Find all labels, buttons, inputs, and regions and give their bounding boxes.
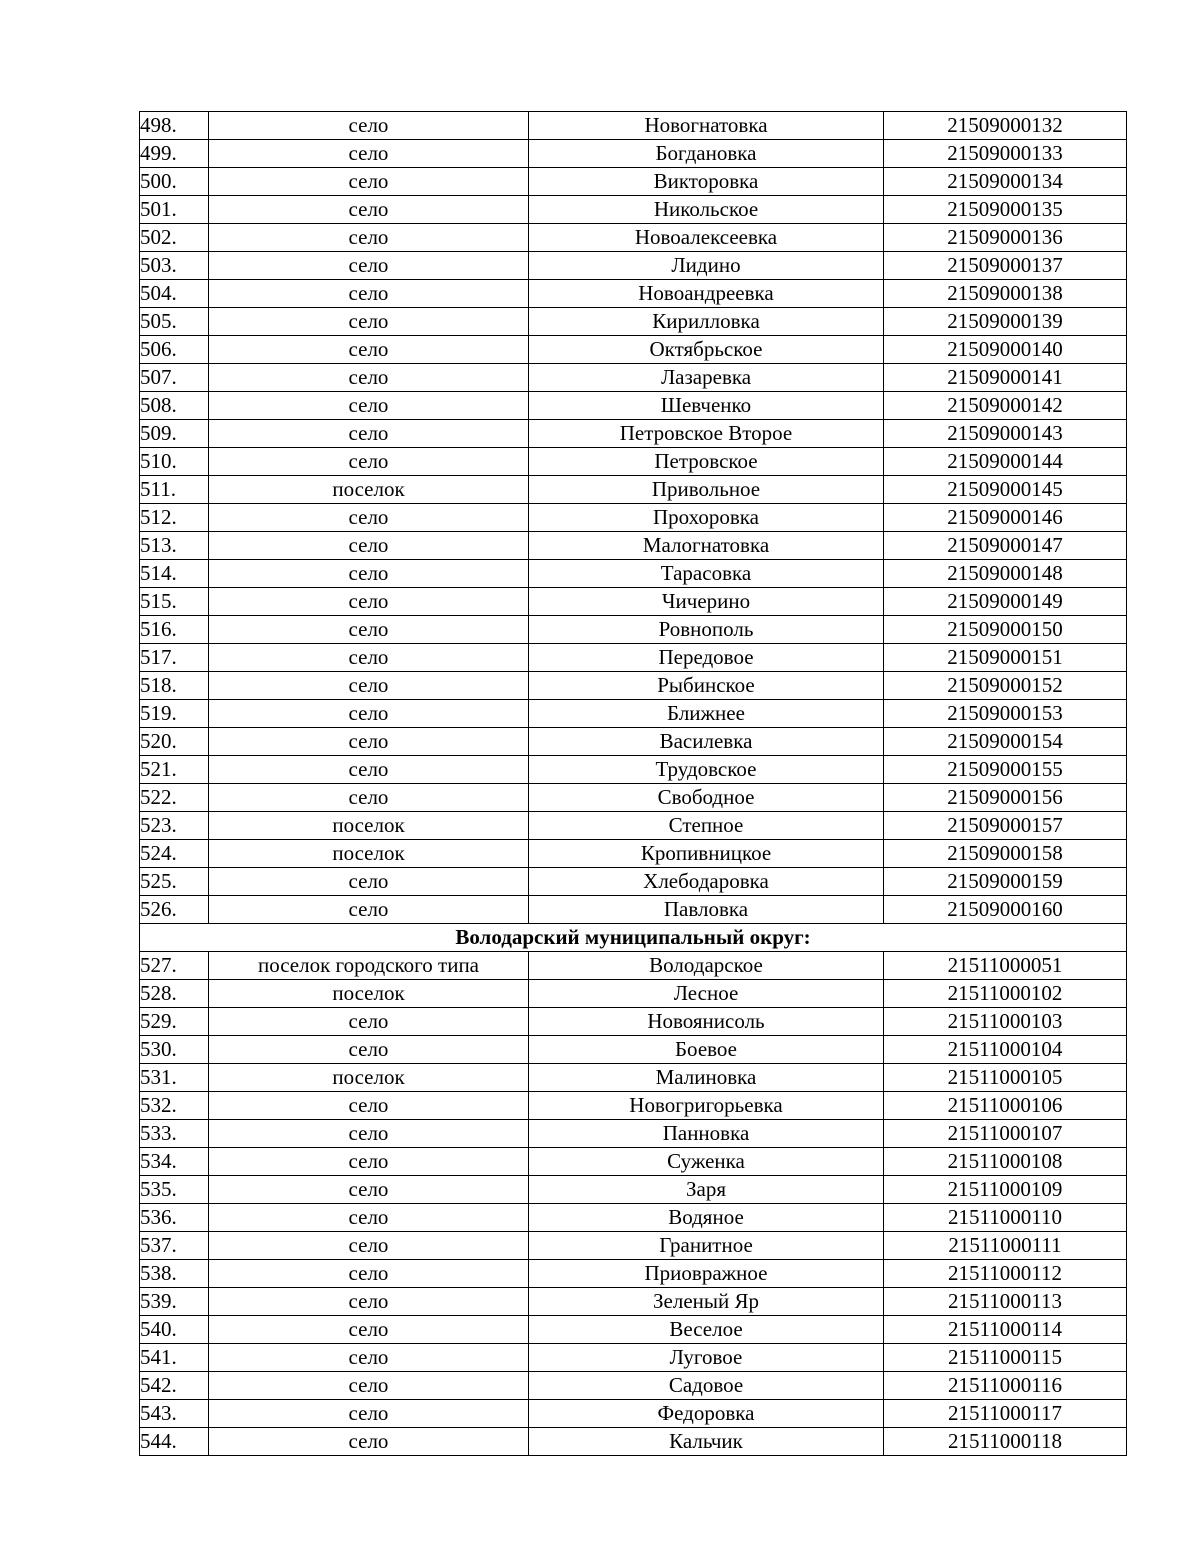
table-row [140,140,1127,168]
row-number: 517. [140,644,209,672]
settlement-type: поселок городского типа [209,952,529,980]
settlement-name: Зеленый Яр [529,1288,884,1316]
row-number: 544. [140,1428,209,1456]
settlement-type: село [209,1260,529,1288]
settlement-type: село [209,1036,529,1064]
settlement-code: 21511000111 [884,1232,1127,1260]
settlement-name: Водяное [529,1204,884,1232]
settlement-code: 21509000156 [884,784,1127,812]
settlement-type: село [209,672,529,700]
row-number: 510. [140,448,209,476]
row-number: 507. [140,364,209,392]
settlement-code: 21509000137 [884,252,1127,280]
settlement-name: Свободное [529,784,884,812]
settlement-code: 21511000117 [884,1400,1127,1428]
row-number: 502. [140,224,209,252]
settlement-type: поселок [209,1064,529,1092]
row-number: 527. [140,952,209,980]
settlement-name: Веселое [529,1316,884,1344]
settlements-table [139,111,1127,1456]
row-number: 528. [140,980,209,1008]
row-number: 535. [140,1176,209,1204]
settlement-type: село [209,1008,529,1036]
settlement-name: Тарасовка [529,560,884,588]
settlement-type: село [209,644,529,672]
settlement-type: село [209,616,529,644]
settlement-type: поселок [209,476,529,504]
table-row [140,644,1127,672]
settlement-type: село [209,532,529,560]
settlement-type: село [209,420,529,448]
settlement-name: Новогнатовка [529,112,884,140]
row-number: 538. [140,1260,209,1288]
row-number: 533. [140,1120,209,1148]
settlement-name: Павловка [529,896,884,924]
settlement-type: село [209,1344,529,1372]
table-row [140,896,1127,924]
table-row [140,168,1127,196]
settlement-name: Передовое [529,644,884,672]
row-number: 537. [140,1232,209,1260]
row-number: 518. [140,672,209,700]
settlement-code: 21511000103 [884,1008,1127,1036]
row-number: 530. [140,1036,209,1064]
settlement-name: Лазаревка [529,364,884,392]
settlement-type: село [209,1204,529,1232]
table-row [140,448,1127,476]
settlement-type: поселок [209,840,529,868]
table-row [140,476,1127,504]
row-number: 521. [140,756,209,784]
settlement-name: Новогригорьевка [529,1092,884,1120]
settlement-name: Луговое [529,1344,884,1372]
table-row [140,1120,1127,1148]
table-row [140,364,1127,392]
row-number: 513. [140,532,209,560]
settlement-code: 21509000143 [884,420,1127,448]
settlement-code: 21509000133 [884,140,1127,168]
settlement-type: село [209,1148,529,1176]
row-number: 508. [140,392,209,420]
row-number: 501. [140,196,209,224]
table-row [140,700,1127,728]
settlement-code: 21511000113 [884,1288,1127,1316]
settlement-type: село [209,588,529,616]
row-number: 526. [140,896,209,924]
settlement-type: село [209,1288,529,1316]
settlement-name: Ровнополь [529,616,884,644]
settlement-code: 21511000115 [884,1344,1127,1372]
table-row [140,1232,1127,1260]
settlement-code: 21509000140 [884,336,1127,364]
settlement-name: Петровское [529,448,884,476]
settlement-code: 21509000134 [884,168,1127,196]
settlement-code: 21509000160 [884,896,1127,924]
settlement-name: Привольное [529,476,884,504]
row-number: 532. [140,1092,209,1120]
table-row [140,1204,1127,1232]
settlement-type: село [209,1232,529,1260]
settlement-type: село [209,364,529,392]
settlement-code: 21509000142 [884,392,1127,420]
settlement-name: Чичерино [529,588,884,616]
settlement-name: Лидино [529,252,884,280]
settlement-code: 21511000108 [884,1148,1127,1176]
row-number: 509. [140,420,209,448]
table-row [140,1008,1127,1036]
table-row [140,1036,1127,1064]
settlement-type: село [209,1176,529,1204]
table-row [140,728,1127,756]
settlement-code: 21509000139 [884,308,1127,336]
table-row [140,196,1127,224]
table-row [140,504,1127,532]
settlement-name: Кропивницкое [529,840,884,868]
settlement-code: 21509000148 [884,560,1127,588]
row-number: 525. [140,868,209,896]
settlement-type: поселок [209,980,529,1008]
settlement-type: село [209,280,529,308]
settlement-code: 21509000145 [884,476,1127,504]
row-number: 499. [140,140,209,168]
table-row [140,1260,1127,1288]
section-title: Володарский муниципальный округ: [140,924,1127,952]
settlement-name: Боевое [529,1036,884,1064]
row-number: 504. [140,280,209,308]
settlement-name: Октябрьское [529,336,884,364]
row-number: 529. [140,1008,209,1036]
table-row [140,1064,1127,1092]
table-row [140,1176,1127,1204]
settlement-code: 21511000116 [884,1372,1127,1400]
table-row [140,1428,1127,1456]
table-row [140,280,1127,308]
settlement-type: село [209,1428,529,1456]
row-number: 516. [140,616,209,644]
table-row [140,1400,1127,1428]
settlement-code: 21509000157 [884,812,1127,840]
settlement-name: Кирилловка [529,308,884,336]
settlement-code: 21511000106 [884,1092,1127,1120]
settlement-code: 21509000159 [884,868,1127,896]
settlement-code: 21509000153 [884,700,1127,728]
settlement-type: село [209,868,529,896]
settlement-type: село [209,196,529,224]
settlement-code: 21511000112 [884,1260,1127,1288]
settlement-code: 21511000102 [884,980,1127,1008]
row-number: 520. [140,728,209,756]
settlement-name: Федоровка [529,1400,884,1428]
table-row [140,1148,1127,1176]
table-row [140,420,1127,448]
settlement-code: 21509000144 [884,448,1127,476]
table-row [140,1344,1127,1372]
settlement-type: село [209,1092,529,1120]
table-row [140,756,1127,784]
settlement-type: село [209,896,529,924]
section-header-row [140,924,1127,952]
row-number: 542. [140,1372,209,1400]
table-row [140,812,1127,840]
settlement-name: Садовое [529,1372,884,1400]
row-number: 540. [140,1316,209,1344]
row-number: 534. [140,1148,209,1176]
settlement-code: 21509000151 [884,644,1127,672]
settlement-name: Приовражное [529,1260,884,1288]
settlement-code: 21509000154 [884,728,1127,756]
table-row [140,392,1127,420]
row-number: 541. [140,1344,209,1372]
table-row [140,588,1127,616]
table-row [140,1316,1127,1344]
table-row [140,560,1127,588]
settlement-name: Шевченко [529,392,884,420]
settlement-name: Ближнее [529,700,884,728]
settlement-type: село [209,700,529,728]
settlement-type: село [209,728,529,756]
settlement-type: село [209,168,529,196]
table-row [140,616,1127,644]
table-row [140,1288,1127,1316]
table-row [140,1092,1127,1120]
settlement-code: 21509000135 [884,196,1127,224]
settlement-code: 21511000107 [884,1120,1127,1148]
table-row [140,1372,1127,1400]
settlement-name: Трудовское [529,756,884,784]
row-number: 500. [140,168,209,196]
settlement-code: 21509000146 [884,504,1127,532]
settlement-code: 21509000150 [884,616,1127,644]
settlement-type: село [209,140,529,168]
table-row [140,252,1127,280]
settlement-code: 21509000138 [884,280,1127,308]
settlement-code: 21511000105 [884,1064,1127,1092]
settlement-code: 21511000051 [884,952,1127,980]
settlement-code: 21509000158 [884,840,1127,868]
settlement-type: село [209,448,529,476]
settlement-code: 21511000109 [884,1176,1127,1204]
settlement-name: Прохоровка [529,504,884,532]
settlement-name: Степное [529,812,884,840]
row-number: 522. [140,784,209,812]
settlement-type: село [209,308,529,336]
table-row [140,784,1127,812]
table-row [140,308,1127,336]
settlement-type: село [209,1120,529,1148]
settlement-code: 21511000114 [884,1316,1127,1344]
settlement-name: Гранитное [529,1232,884,1260]
settlement-type: село [209,504,529,532]
row-number: 531. [140,1064,209,1092]
settlement-name: Никольское [529,196,884,224]
table-body [140,112,1127,1456]
row-number: 506. [140,336,209,364]
settlement-name: Панновка [529,1120,884,1148]
settlement-name: Кальчик [529,1428,884,1456]
table-row [140,980,1127,1008]
settlement-type: село [209,252,529,280]
settlement-code: 21511000118 [884,1428,1127,1456]
row-number: 498. [140,112,209,140]
settlement-type: село [209,112,529,140]
row-number: 524. [140,840,209,868]
settlement-code: 21509000149 [884,588,1127,616]
table-row [140,840,1127,868]
row-number: 511. [140,476,209,504]
settlement-code: 21511000110 [884,1204,1127,1232]
settlement-type: село [209,784,529,812]
settlement-name: Петровское Второе [529,420,884,448]
settlement-name: Суженка [529,1148,884,1176]
table-row [140,112,1127,140]
settlement-type: село [209,1400,529,1428]
settlement-type: село [209,336,529,364]
settlement-type: село [209,560,529,588]
row-number: 519. [140,700,209,728]
row-number: 514. [140,560,209,588]
settlement-code: 21509000136 [884,224,1127,252]
settlement-name: Богдановка [529,140,884,168]
row-number: 539. [140,1288,209,1316]
table-row [140,532,1127,560]
settlement-name: Рыбинское [529,672,884,700]
table-row [140,868,1127,896]
settlement-name: Малиновка [529,1064,884,1092]
settlement-code: 21509000155 [884,756,1127,784]
settlement-name: Викторовка [529,168,884,196]
row-number: 523. [140,812,209,840]
settlement-type: село [209,1372,529,1400]
settlement-name: Новоянисоль [529,1008,884,1036]
table-row [140,952,1127,980]
settlement-name: Хлебодаровка [529,868,884,896]
settlement-code: 21509000132 [884,112,1127,140]
settlement-code: 21509000147 [884,532,1127,560]
settlement-name: Василевка [529,728,884,756]
row-number: 543. [140,1400,209,1428]
settlement-name: Новоандреевка [529,280,884,308]
settlement-code: 21509000152 [884,672,1127,700]
settlement-type: село [209,1316,529,1344]
settlement-name: Малогнатовка [529,532,884,560]
settlement-type: село [209,392,529,420]
row-number: 503. [140,252,209,280]
settlement-name: Лесное [529,980,884,1008]
table-row [140,336,1127,364]
row-number: 515. [140,588,209,616]
row-number: 536. [140,1204,209,1232]
table-row [140,672,1127,700]
settlement-type: поселок [209,812,529,840]
table-row [140,224,1127,252]
row-number: 505. [140,308,209,336]
settlement-name: Володарское [529,952,884,980]
document-page [139,111,1126,1456]
settlement-type: село [209,224,529,252]
settlement-code: 21511000104 [884,1036,1127,1064]
settlement-name: Заря [529,1176,884,1204]
row-number: 512. [140,504,209,532]
settlement-type: село [209,756,529,784]
settlement-code: 21509000141 [884,364,1127,392]
settlement-name: Новоалексеевка [529,224,884,252]
